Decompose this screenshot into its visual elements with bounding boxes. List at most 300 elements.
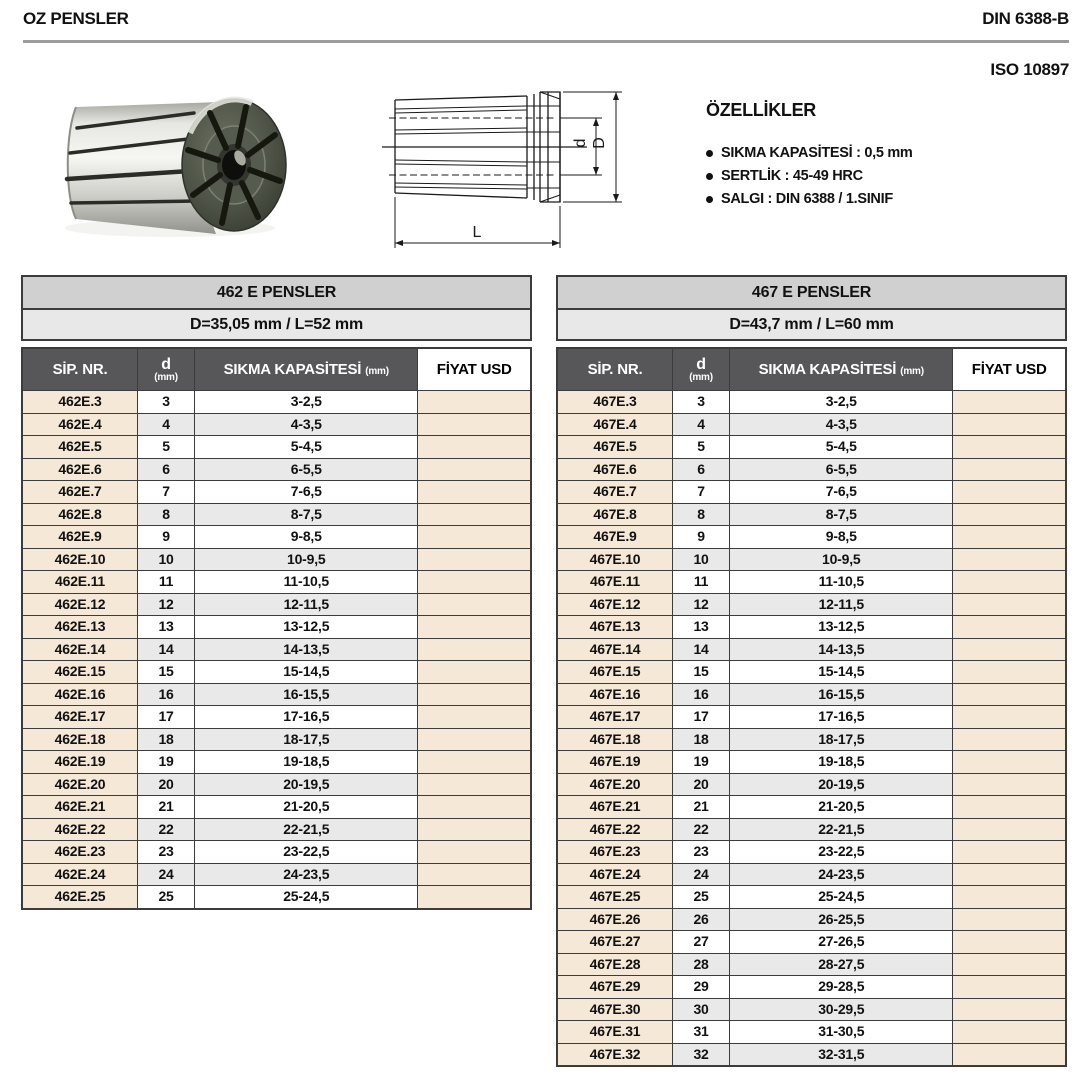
price-table-467e bbox=[556, 275, 1067, 1067]
capacity-cell: 29-28,5 bbox=[730, 976, 953, 999]
capacity-cell: 21-20,5 bbox=[195, 796, 418, 819]
d-value-cell: 25 bbox=[138, 886, 195, 909]
order-number-cell: 467E.30 bbox=[557, 998, 673, 1021]
table-row bbox=[22, 616, 531, 639]
col-header-order-nr: SİP. NR. bbox=[557, 348, 673, 391]
capacity-cell: 21-20,5 bbox=[730, 796, 953, 819]
capacity-cell: 20-19,5 bbox=[730, 773, 953, 796]
price-cell bbox=[418, 886, 531, 909]
capacity-cell: 9-8,5 bbox=[195, 526, 418, 549]
order-number-cell: 467E.16 bbox=[557, 683, 673, 706]
table-row bbox=[557, 818, 1066, 841]
table-row bbox=[22, 526, 531, 549]
col-header-d: d (mm) bbox=[138, 348, 195, 391]
d-value-cell: 8 bbox=[673, 503, 730, 526]
capacity-cell: 5-4,5 bbox=[195, 436, 418, 459]
table-row bbox=[557, 548, 1066, 571]
price-cell bbox=[953, 661, 1066, 684]
table-row bbox=[22, 503, 531, 526]
price-cell bbox=[418, 571, 531, 594]
price-cell bbox=[953, 548, 1066, 571]
capacity-cell: 8-7,5 bbox=[730, 503, 953, 526]
price-cell bbox=[418, 773, 531, 796]
price-table-462e bbox=[21, 275, 532, 910]
table-body bbox=[557, 391, 1066, 1067]
order-number-cell: 462E.19 bbox=[22, 751, 138, 774]
table-body bbox=[22, 391, 531, 909]
d-value-cell: 14 bbox=[673, 638, 730, 661]
price-cell bbox=[418, 638, 531, 661]
capacity-cell: 4-3,5 bbox=[730, 413, 953, 436]
table-row bbox=[557, 953, 1066, 976]
price-cell bbox=[418, 481, 531, 504]
standard-din: DIN 6388-B bbox=[982, 9, 1069, 28]
table-row bbox=[557, 863, 1066, 886]
order-number-cell: 462E.12 bbox=[22, 593, 138, 616]
table-row bbox=[22, 751, 531, 774]
d-value-cell: 9 bbox=[138, 526, 195, 549]
table-row bbox=[22, 661, 531, 684]
price-cell bbox=[953, 458, 1066, 481]
table-row bbox=[557, 1043, 1066, 1066]
d-value-cell: 10 bbox=[138, 548, 195, 571]
capacity-cell: 28-27,5 bbox=[730, 953, 953, 976]
features-list bbox=[706, 145, 1076, 207]
table-row bbox=[557, 706, 1066, 729]
order-number-cell: 467E.21 bbox=[557, 796, 673, 819]
d-value-cell: 19 bbox=[673, 751, 730, 774]
capacity-cell: 25-24,5 bbox=[195, 886, 418, 909]
d-value-cell: 6 bbox=[138, 458, 195, 481]
order-number-cell: 467E.25 bbox=[557, 886, 673, 909]
capacity-cell: 7-6,5 bbox=[195, 481, 418, 504]
d-value-cell: 5 bbox=[673, 436, 730, 459]
table-row bbox=[557, 661, 1066, 684]
table-row bbox=[22, 391, 531, 414]
table-row bbox=[557, 526, 1066, 549]
capacity-cell: 15-14,5 bbox=[195, 661, 418, 684]
d-value-cell: 9 bbox=[673, 526, 730, 549]
d-value-cell: 21 bbox=[138, 796, 195, 819]
order-number-cell: 467E.22 bbox=[557, 818, 673, 841]
d-value-cell: 8 bbox=[138, 503, 195, 526]
capacity-cell: 10-9,5 bbox=[730, 548, 953, 571]
d-value-cell: 23 bbox=[138, 841, 195, 864]
table-row bbox=[22, 863, 531, 886]
capacity-cell: 22-21,5 bbox=[195, 818, 418, 841]
col-header-d: d (mm) bbox=[673, 348, 730, 391]
header-row bbox=[557, 348, 1066, 391]
price-cell bbox=[953, 1021, 1066, 1044]
price-cell bbox=[953, 931, 1066, 954]
feature-item: SIKMA KAPASİTESİ : 0,5 mm bbox=[706, 145, 1076, 161]
price-cell bbox=[418, 593, 531, 616]
capacity-cell: 31-30,5 bbox=[730, 1021, 953, 1044]
table-row bbox=[557, 593, 1066, 616]
capacity-cell: 4-3,5 bbox=[195, 413, 418, 436]
d-value-cell: 22 bbox=[138, 818, 195, 841]
order-number-cell: 467E.27 bbox=[557, 931, 673, 954]
order-number-cell: 462E.11 bbox=[22, 571, 138, 594]
d-value-cell: 7 bbox=[138, 481, 195, 504]
header-row bbox=[22, 348, 531, 391]
order-number-cell: 462E.13 bbox=[22, 616, 138, 639]
order-number-cell: 462E.17 bbox=[22, 706, 138, 729]
features-heading: ÖZELLİKLER bbox=[706, 100, 816, 120]
order-number-cell: 467E.13 bbox=[557, 616, 673, 639]
capacity-cell: 16-15,5 bbox=[730, 683, 953, 706]
order-number-cell: 462E.3 bbox=[22, 391, 138, 414]
d-value-cell: 19 bbox=[138, 751, 195, 774]
table-row bbox=[557, 751, 1066, 774]
order-number-cell: 467E.29 bbox=[557, 976, 673, 999]
table-title-bands bbox=[21, 275, 532, 341]
table-row bbox=[22, 706, 531, 729]
d-value-cell: 4 bbox=[673, 413, 730, 436]
capacity-cell: 8-7,5 bbox=[195, 503, 418, 526]
d-value-cell: 20 bbox=[673, 773, 730, 796]
order-number-cell: 467E.19 bbox=[557, 751, 673, 774]
table-row bbox=[557, 458, 1066, 481]
price-cell bbox=[953, 683, 1066, 706]
order-number-cell: 462E.24 bbox=[22, 863, 138, 886]
price-cell bbox=[418, 728, 531, 751]
table-row bbox=[22, 458, 531, 481]
table-title-bands bbox=[556, 275, 1067, 341]
d-value-cell: 4 bbox=[138, 413, 195, 436]
order-number-cell: 467E.15 bbox=[557, 661, 673, 684]
drawing-label-L: L bbox=[472, 224, 482, 241]
price-cell bbox=[953, 773, 1066, 796]
d-value-cell: 20 bbox=[138, 773, 195, 796]
d-value-cell: 17 bbox=[138, 706, 195, 729]
d-value-cell: 13 bbox=[138, 616, 195, 639]
d-value-cell: 12 bbox=[138, 593, 195, 616]
d-value-cell: 28 bbox=[673, 953, 730, 976]
order-number-cell: 462E.23 bbox=[22, 841, 138, 864]
d-value-cell: 21 bbox=[673, 796, 730, 819]
price-cell bbox=[953, 751, 1066, 774]
order-number-cell: 467E.28 bbox=[557, 953, 673, 976]
capacity-cell: 9-8,5 bbox=[730, 526, 953, 549]
capacity-cell: 12-11,5 bbox=[195, 593, 418, 616]
order-number-cell: 467E.18 bbox=[557, 728, 673, 751]
table-row bbox=[22, 571, 531, 594]
capacity-cell: 11-10,5 bbox=[730, 571, 953, 594]
table-row bbox=[22, 436, 531, 459]
page-title: OZ PENSLER bbox=[23, 9, 129, 28]
price-cell bbox=[418, 391, 531, 414]
capacity-cell: 16-15,5 bbox=[195, 683, 418, 706]
capacity-cell: 17-16,5 bbox=[195, 706, 418, 729]
price-cell bbox=[953, 886, 1066, 909]
capacity-cell: 23-22,5 bbox=[730, 841, 953, 864]
d-value-cell: 11 bbox=[138, 571, 195, 594]
table-row bbox=[22, 841, 531, 864]
table-row bbox=[557, 391, 1066, 414]
capacity-cell: 14-13,5 bbox=[195, 638, 418, 661]
price-cell bbox=[953, 413, 1066, 436]
order-number-cell: 467E.9 bbox=[557, 526, 673, 549]
col-header-price: FİYAT USD bbox=[953, 348, 1066, 391]
price-cell bbox=[953, 526, 1066, 549]
capacity-cell: 24-23,5 bbox=[730, 863, 953, 886]
d-value-cell: 15 bbox=[673, 661, 730, 684]
order-number-cell: 467E.24 bbox=[557, 863, 673, 886]
capacity-cell: 14-13,5 bbox=[730, 638, 953, 661]
order-number-cell: 467E.26 bbox=[557, 908, 673, 931]
price-cell bbox=[418, 841, 531, 864]
capacity-cell: 19-18,5 bbox=[730, 751, 953, 774]
price-cell bbox=[418, 818, 531, 841]
capacity-cell: 13-12,5 bbox=[195, 616, 418, 639]
capacity-cell: 12-11,5 bbox=[730, 593, 953, 616]
price-cell bbox=[953, 436, 1066, 459]
d-value-cell: 25 bbox=[673, 886, 730, 909]
order-number-cell: 462E.7 bbox=[22, 481, 138, 504]
table-row bbox=[557, 841, 1066, 864]
table-dimensions: D=43,7 mm / L=60 mm bbox=[558, 308, 1065, 339]
capacity-cell: 7-6,5 bbox=[730, 481, 953, 504]
order-number-cell: 467E.6 bbox=[557, 458, 673, 481]
price-cell bbox=[953, 998, 1066, 1021]
price-cell bbox=[418, 548, 531, 571]
capacity-cell: 26-25,5 bbox=[730, 908, 953, 931]
table-row bbox=[557, 571, 1066, 594]
table-row bbox=[557, 503, 1066, 526]
table-row bbox=[22, 773, 531, 796]
col-header-price: FİYAT USD bbox=[418, 348, 531, 391]
table-row bbox=[22, 593, 531, 616]
col-header-capacity: SIKMA KAPASİTESİ (mm) bbox=[730, 348, 953, 391]
order-number-cell: 467E.3 bbox=[557, 391, 673, 414]
capacity-cell: 17-16,5 bbox=[730, 706, 953, 729]
price-cell bbox=[418, 796, 531, 819]
table-row bbox=[557, 773, 1066, 796]
table-row bbox=[22, 481, 531, 504]
header-divider bbox=[23, 40, 1069, 43]
table-row bbox=[22, 638, 531, 661]
d-value-cell: 23 bbox=[673, 841, 730, 864]
d-value-cell: 18 bbox=[138, 728, 195, 751]
capacity-cell: 18-17,5 bbox=[730, 728, 953, 751]
d-value-cell: 31 bbox=[673, 1021, 730, 1044]
capacity-cell: 27-26,5 bbox=[730, 931, 953, 954]
capacity-cell: 13-12,5 bbox=[730, 616, 953, 639]
capacity-cell: 23-22,5 bbox=[195, 841, 418, 864]
price-cell bbox=[953, 481, 1066, 504]
price-cell bbox=[418, 503, 531, 526]
order-number-cell: 462E.25 bbox=[22, 886, 138, 909]
table-row bbox=[22, 413, 531, 436]
order-number-cell: 462E.14 bbox=[22, 638, 138, 661]
price-cell bbox=[418, 706, 531, 729]
capacity-cell: 32-31,5 bbox=[730, 1043, 953, 1066]
table-row bbox=[557, 728, 1066, 751]
drawing-label-d: d bbox=[572, 138, 589, 148]
order-number-cell: 462E.15 bbox=[22, 661, 138, 684]
price-cell bbox=[418, 413, 531, 436]
capacity-cell: 11-10,5 bbox=[195, 571, 418, 594]
table-row bbox=[557, 1021, 1066, 1044]
order-number-cell: 467E.14 bbox=[557, 638, 673, 661]
table-row bbox=[557, 616, 1066, 639]
d-value-cell: 16 bbox=[138, 683, 195, 706]
capacity-cell: 22-21,5 bbox=[730, 818, 953, 841]
price-cell bbox=[953, 728, 1066, 751]
order-number-cell: 467E.17 bbox=[557, 706, 673, 729]
capacity-cell: 24-23,5 bbox=[195, 863, 418, 886]
price-cell bbox=[418, 683, 531, 706]
price-cell bbox=[953, 796, 1066, 819]
order-number-cell: 467E.7 bbox=[557, 481, 673, 504]
price-cell bbox=[418, 751, 531, 774]
capacity-cell: 30-29,5 bbox=[730, 998, 953, 1021]
d-value-cell: 15 bbox=[138, 661, 195, 684]
capacity-cell: 3-2,5 bbox=[195, 391, 418, 414]
order-number-cell: 462E.6 bbox=[22, 458, 138, 481]
table-row bbox=[22, 818, 531, 841]
price-cell bbox=[953, 706, 1066, 729]
collet-size-table bbox=[556, 347, 1067, 1067]
order-number-cell: 462E.22 bbox=[22, 818, 138, 841]
d-value-cell: 11 bbox=[673, 571, 730, 594]
price-cell bbox=[953, 863, 1066, 886]
d-value-cell: 5 bbox=[138, 436, 195, 459]
table-row bbox=[22, 796, 531, 819]
table-title: 462 E PENSLER bbox=[23, 277, 530, 308]
table-row bbox=[557, 413, 1066, 436]
order-number-cell: 462E.8 bbox=[22, 503, 138, 526]
table-row bbox=[22, 886, 531, 909]
price-cell bbox=[953, 976, 1066, 999]
table-row bbox=[557, 998, 1066, 1021]
price-cell bbox=[418, 458, 531, 481]
collet-photo bbox=[52, 88, 302, 240]
table-row bbox=[22, 548, 531, 571]
table-row bbox=[557, 908, 1066, 931]
capacity-cell: 6-5,5 bbox=[730, 458, 953, 481]
price-cell bbox=[418, 616, 531, 639]
feature-item: SERTLİK : 45-49 HRC bbox=[706, 168, 1076, 184]
d-value-cell: 10 bbox=[673, 548, 730, 571]
d-value-cell: 7 bbox=[673, 481, 730, 504]
col-header-order-nr: SİP. NR. bbox=[22, 348, 138, 391]
collet-drawing bbox=[382, 88, 634, 256]
capacity-cell: 18-17,5 bbox=[195, 728, 418, 751]
drawing-label-D: D bbox=[591, 137, 608, 149]
price-cell bbox=[953, 638, 1066, 661]
order-number-cell: 467E.12 bbox=[557, 593, 673, 616]
d-value-cell: 6 bbox=[673, 458, 730, 481]
d-value-cell: 12 bbox=[673, 593, 730, 616]
price-cell bbox=[953, 818, 1066, 841]
price-cell bbox=[953, 1043, 1066, 1066]
price-cell bbox=[953, 503, 1066, 526]
order-number-cell: 467E.10 bbox=[557, 548, 673, 571]
table-row bbox=[557, 436, 1066, 459]
order-number-cell: 467E.32 bbox=[557, 1043, 673, 1066]
price-cell bbox=[953, 593, 1066, 616]
price-cell bbox=[418, 661, 531, 684]
order-number-cell: 467E.11 bbox=[557, 571, 673, 594]
d-value-cell: 22 bbox=[673, 818, 730, 841]
order-number-cell: 462E.18 bbox=[22, 728, 138, 751]
d-value-cell: 16 bbox=[673, 683, 730, 706]
capacity-cell: 25-24,5 bbox=[730, 886, 953, 909]
order-number-cell: 467E.5 bbox=[557, 436, 673, 459]
d-value-cell: 3 bbox=[673, 391, 730, 414]
order-number-cell: 462E.4 bbox=[22, 413, 138, 436]
order-number-cell: 467E.20 bbox=[557, 773, 673, 796]
d-value-cell: 18 bbox=[673, 728, 730, 751]
capacity-cell: 10-9,5 bbox=[195, 548, 418, 571]
capacity-cell: 20-19,5 bbox=[195, 773, 418, 796]
order-number-cell: 462E.21 bbox=[22, 796, 138, 819]
capacity-cell: 3-2,5 bbox=[730, 391, 953, 414]
d-value-cell: 14 bbox=[138, 638, 195, 661]
capacity-cell: 5-4,5 bbox=[730, 436, 953, 459]
feature-item: SALGI : DIN 6388 / 1.SINIF bbox=[706, 191, 1076, 207]
order-number-cell: 467E.4 bbox=[557, 413, 673, 436]
price-cell bbox=[418, 863, 531, 886]
order-number-cell: 467E.23 bbox=[557, 841, 673, 864]
price-cell bbox=[418, 436, 531, 459]
order-number-cell: 467E.8 bbox=[557, 503, 673, 526]
d-value-cell: 32 bbox=[673, 1043, 730, 1066]
order-number-cell: 462E.10 bbox=[22, 548, 138, 571]
price-cell bbox=[953, 571, 1066, 594]
order-number-cell: 462E.9 bbox=[22, 526, 138, 549]
table-row bbox=[557, 638, 1066, 661]
price-cell bbox=[953, 391, 1066, 414]
table-row bbox=[22, 728, 531, 751]
table-title: 467 E PENSLER bbox=[558, 277, 1065, 308]
order-number-cell: 462E.16 bbox=[22, 683, 138, 706]
table-dimensions: D=35,05 mm / L=52 mm bbox=[23, 308, 530, 339]
table-row bbox=[557, 481, 1066, 504]
capacity-cell: 15-14,5 bbox=[730, 661, 953, 684]
table-row bbox=[557, 931, 1066, 954]
price-cell bbox=[953, 841, 1066, 864]
capacity-cell: 19-18,5 bbox=[195, 751, 418, 774]
order-number-cell: 462E.5 bbox=[22, 436, 138, 459]
price-cell bbox=[953, 953, 1066, 976]
price-cell bbox=[953, 908, 1066, 931]
table-row bbox=[22, 683, 531, 706]
capacity-cell: 6-5,5 bbox=[195, 458, 418, 481]
d-value-cell: 27 bbox=[673, 931, 730, 954]
d-value-cell: 30 bbox=[673, 998, 730, 1021]
d-value-cell: 24 bbox=[138, 863, 195, 886]
table-row bbox=[557, 976, 1066, 999]
table-row bbox=[557, 683, 1066, 706]
order-number-cell: 467E.31 bbox=[557, 1021, 673, 1044]
price-cell bbox=[418, 526, 531, 549]
collet-size-table bbox=[21, 347, 532, 910]
d-value-cell: 3 bbox=[138, 391, 195, 414]
table-row bbox=[557, 796, 1066, 819]
features-panel bbox=[706, 100, 1076, 214]
order-number-cell: 462E.20 bbox=[22, 773, 138, 796]
price-cell bbox=[953, 616, 1066, 639]
d-value-cell: 13 bbox=[673, 616, 730, 639]
standard-iso: ISO 10897 bbox=[990, 60, 1069, 79]
d-value-cell: 24 bbox=[673, 863, 730, 886]
d-value-cell: 17 bbox=[673, 706, 730, 729]
d-value-cell: 29 bbox=[673, 976, 730, 999]
d-value-cell: 26 bbox=[673, 908, 730, 931]
